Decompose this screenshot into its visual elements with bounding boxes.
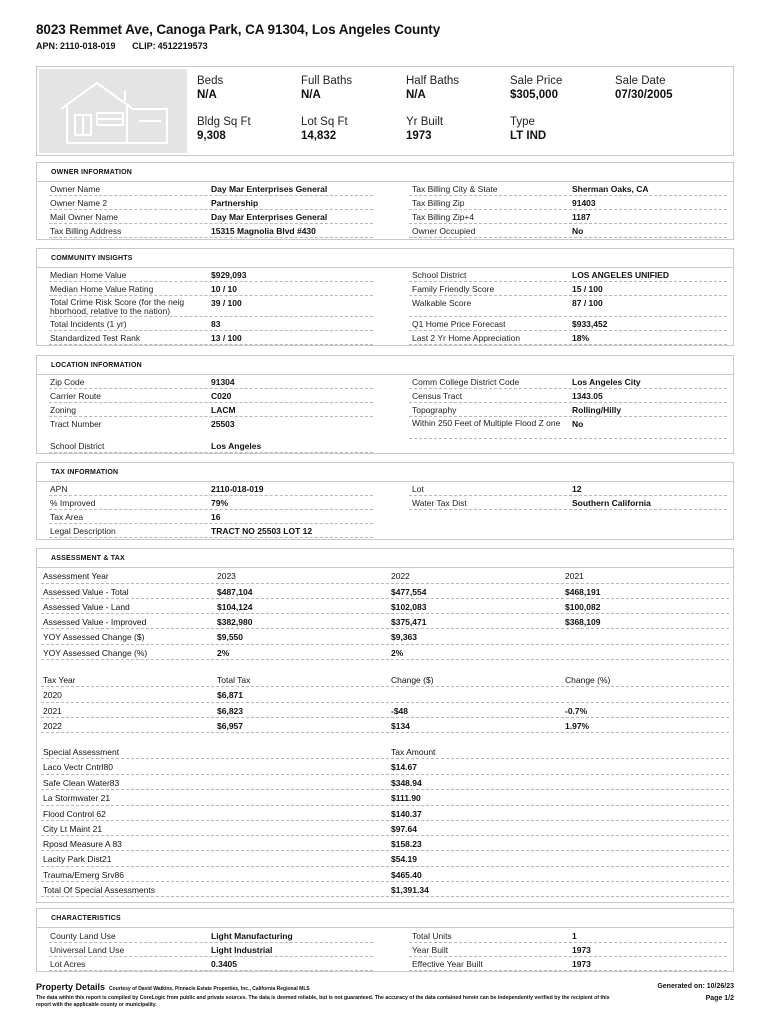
special-assessment-amount: $54.19 [391,854,417,864]
family-friendly-score-label: Family Friendly Score [412,284,495,294]
clip-value: 4512219573 [157,41,208,51]
location-school-district-label: School District [50,441,105,451]
special-assessment-name: Rposd Measure A 83 [43,839,122,849]
generated-date: Generated on: 10/26/23 [657,983,734,990]
identifiers-line [36,41,222,51]
q1-home-price-forecast-label: Q1 Home Price Forecast [412,319,506,329]
sale-date-cell [615,74,673,102]
water-tax-dist-value: Southern California [572,498,651,508]
assessed-total-label: Assessed Value - Total [43,587,129,597]
owner-occupied-label: Owner Occupied [412,226,476,236]
divider [41,613,729,614]
lot-acres-value: 0.3405 [211,959,237,969]
divider [409,316,727,317]
assessment-year-2023: 2023 [217,571,236,581]
tax-billing-address-label: Tax Billing Address [50,226,122,236]
effective-year-built-value: 1973 [572,959,591,969]
divider [41,881,729,882]
tax-billing-zip4-label: Tax Billing Zip+4 [412,212,475,222]
divider [41,702,729,703]
zip-code-value: 91304 [211,377,235,387]
tax-year-header-label: Tax Year [43,675,76,685]
special-assessment-amount: $348.94 [391,778,422,788]
census-tract-value: 1343.05 [572,391,603,401]
total-tax-header: Total Tax [217,675,251,685]
total-tax-2021: $6,823 [217,706,243,716]
assessment-year-2021: 2021 [565,571,584,581]
yr-built-cell [406,115,443,143]
owner-name-value: Day Mar Enterprises General [211,184,328,194]
comm-college-district-label: Comm College District Code [412,377,520,387]
divider [49,195,373,196]
type-cell [510,115,546,143]
tax-year-2022: 2022 [43,721,62,731]
sale-date-value: 07/30/2005 [615,89,673,101]
carrier-route-value: C020 [211,391,232,401]
family-friendly-score-value: 15 / 100 [572,284,603,294]
tax-apn-label: APN [50,484,68,494]
divider [49,495,373,496]
sale-price-value: $305,000 [510,89,558,101]
divider [49,523,373,524]
yoy-change-percent-2023: 2% [217,648,230,658]
clip-label: CLIP: [132,41,156,51]
assessment-year-header-label: Assessment Year [43,571,109,581]
divider [409,237,727,238]
assessed-land-2022: $102,083 [391,602,427,612]
legal-description-label: Legal Description [50,526,116,536]
divider [409,195,727,196]
median-home-value-rating-label: Median Home Value Rating [50,284,154,294]
beds-cell [197,74,223,102]
assessed-land-2023: $104,124 [217,602,253,612]
bldg-sqft-value: 9,308 [197,130,226,142]
special-assessment-amount: $14.67 [391,762,417,772]
tax-year-2021: 2021 [43,706,62,716]
divider [409,416,727,417]
percent-improved-label: % Improved [50,498,96,508]
location-information-heading: LOCATION INFORMATION [37,356,733,375]
effective-year-built-label: Effective Year Built [412,959,483,969]
median-home-value-value: $929,093 [211,270,247,280]
divider [41,789,729,790]
assessed-total-2023: $487,104 [217,587,253,597]
special-assessments-total-value: $1,391.34 [391,885,429,895]
change-dollar-header: Change ($) [391,675,434,685]
divider [41,896,729,897]
universal-land-use-value: Light Industrial [211,945,273,955]
assessed-land-label: Assessed Value - Land [43,602,130,612]
special-assessment-name: Laco Vectr Cntrl80 [43,762,113,772]
tax-billing-zip4-value: 1187 [572,212,591,222]
divider [49,344,373,345]
divider [409,223,727,224]
divider [409,956,727,957]
divider [49,388,373,389]
divider [49,209,373,210]
total-incidents-label: Total Incidents (1 yr) [50,319,127,329]
crime-risk-score-label: Total Crime Risk Score (for the neig hborhood, relative to the nation) [50,298,185,316]
sale-date-label: Sale Date [615,75,666,87]
apn-label: APN: [36,41,58,51]
yoy-change-percent-label: YOY Assessed Change (%) [43,648,148,658]
county-land-use-value: Light Manufacturing [211,931,293,941]
owner-name-2-value: Partnership [211,198,259,208]
divider [409,509,727,510]
sale-price-label: Sale Price [510,75,563,87]
special-assessment-name: Safe Clean Water83 [43,778,120,788]
sale-price-cell [510,74,562,102]
q1-home-price-forecast-value: $933,452 [572,319,608,329]
change-percent-header: Change (%) [565,675,611,685]
divider [409,330,727,331]
walkable-score-value: 87 / 100 [572,298,603,308]
special-assessment-amount: $97.64 [391,824,417,834]
divider [409,970,727,971]
special-assessment-name: Trauma/Emerg Srv86 [43,870,124,880]
divider [49,330,373,331]
owner-information-section [36,162,734,240]
total-tax-2020: $6,871 [217,690,243,700]
divider [41,598,729,599]
mail-owner-name-value: Day Mar Enterprises General [211,212,328,222]
divider [41,835,729,836]
tract-number-value: 25503 [211,419,235,429]
tax-apn-value: 2110-018-019 [211,484,264,494]
mail-owner-name-label: Mail Owner Name [50,212,119,222]
special-assessment-name: City Lt Maint 21 [43,824,103,834]
topography-label: Topography [412,405,457,415]
bldg-sqft-label: Bldg Sq Ft [197,116,251,128]
tax-billing-city-value: Sherman Oaks, CA [572,184,649,194]
year-built-label: Year Built [412,945,449,955]
full-baths-label: Full Baths [301,75,353,87]
zip-code-label: Zip Code [50,377,85,387]
census-tract-label: Census Tract [412,391,463,401]
characteristics-heading: CHARACTERISTICS [37,909,733,928]
divider [41,659,729,660]
divider [409,402,727,403]
divider [49,537,373,538]
divider [409,388,727,389]
divider [409,209,727,210]
assessed-improved-2021: $368,109 [565,617,601,627]
beds-value: N/A [197,89,217,101]
home-appreciation-value: 18% [572,333,590,343]
footer-title-text: Property Details [36,982,106,992]
divider [41,686,729,687]
tax-information-heading: TAX INFORMATION [37,463,733,482]
divider [41,644,729,645]
apn-value: 2110-018-019 [60,41,116,51]
divider [49,942,373,943]
assessment-year-2022: 2022 [391,571,410,581]
footer-courtesy: Courtesy of David Watkins, Pinnacle Estate Properties, Inc., California Regional MLS [109,986,310,992]
divider [409,495,727,496]
standardized-test-rank-value: 13 / 100 [211,333,242,343]
tax-billing-address-value: 15315 Magnolia Blvd #430 [211,226,316,236]
divider [409,295,727,296]
assessed-total-2021: $468,191 [565,587,601,597]
property-summary [36,66,734,156]
community-insights-heading: COMMUNITY INSIGHTS [37,249,733,268]
bldg-sqft-cell [197,115,251,143]
divider [41,583,729,584]
median-home-value-rating-value: 10 / 10 [211,284,237,294]
characteristics-section [36,908,734,972]
yoy-change-dollar-2022: $9,363 [391,632,417,642]
special-assessment-amount: $465.40 [391,870,422,880]
universal-land-use-label: Universal Land Use [50,945,125,955]
half-baths-cell [406,74,459,102]
tax-year-2020: 2020 [43,690,62,700]
beds-label: Beds [197,75,224,87]
divider [41,866,729,867]
divider [41,774,729,775]
school-district-label: School District [412,270,467,280]
assessment-tax-heading: ASSESSMENT & TAX [37,549,733,568]
special-assessment-amount: $111.90 [391,793,421,803]
carrier-route-label: Carrier Route [50,391,102,401]
change-percent-2022: 1.97% [565,721,590,731]
page-title: 8023 Remmet Ave, Canoga Park, CA 91304, Los Angeles County [36,22,441,37]
community-insights-section [36,248,734,346]
divider [41,805,729,806]
divider [41,717,729,718]
walkable-score-label: Walkable Score [412,298,472,308]
home-appreciation-label: Last 2 Yr Home Appreciation [412,333,521,343]
total-units-label: Total Units [412,931,452,941]
water-tax-dist-label: Water Tax Dist [412,498,467,508]
tax-area-value: 16 [211,512,221,522]
location-school-district-value: Los Angeles [211,441,262,451]
tax-amount-header: Tax Amount [391,747,436,757]
owner-occupied-value: No [572,226,584,236]
divider [49,223,373,224]
owner-name-2-label: Owner Name 2 [50,198,108,208]
assessed-improved-2023: $382,980 [217,617,253,627]
type-label: Type [510,116,535,128]
half-baths-value: N/A [406,89,426,101]
divider [49,452,373,453]
yr-built-value: 1973 [406,130,432,142]
yoy-change-percent-2022: 2% [391,648,404,658]
footer-disclaimer: The data within this report is compiled by CoreLogic from public and private sources. The data is deemed reliable, but is not guaranteed. The accuracy of the data contained herein can be independently verified by the recipient of this report with the applicable county or municipality. [36,995,610,1008]
owner-information-heading: OWNER INFORMATION [37,163,733,182]
divider [49,237,373,238]
house-placeholder-icon-graphic [39,69,187,153]
assessed-total-2022: $477,554 [391,587,427,597]
change-percent-2021: -0.7% [565,706,588,716]
divider [49,316,373,317]
assessed-land-2021: $100,082 [565,602,601,612]
assessed-improved-2022: $375,471 [391,617,427,627]
divider [41,850,729,851]
special-assessment-name: Flood Control 62 [43,809,106,819]
yoy-change-dollar-label: YOY Assessed Change ($) [43,632,145,642]
divider [49,402,373,403]
divider [41,758,729,759]
comm-college-district-value: Los Angeles City [572,377,641,387]
divider [49,295,373,296]
special-assessment-amount: $158.23 [391,839,422,849]
special-assessment-amount: $140.37 [391,809,422,819]
yoy-change-dollar-2023: $9,550 [217,632,243,642]
median-home-value-label: Median Home Value [50,270,127,280]
flood-zone-label: Within 250 Feet of Multiple Flood Z one [412,419,561,428]
zoning-label: Zoning [50,405,76,415]
owner-name-label: Owner Name [50,184,101,194]
yr-built-label: Yr Built [406,116,444,128]
flood-zone-value: No [572,419,584,429]
lot-value: 12 [572,484,582,494]
year-built-value: 1973 [572,945,591,955]
special-assessments-total-label: Total Of Special Assessments [43,885,155,895]
divider [409,438,727,439]
divider [49,416,373,417]
lot-sqft-label: Lot Sq Ft [301,116,348,128]
assessed-improved-label: Assessed Value - Improved [43,617,147,627]
change-dollar-2022: $134 [391,721,410,731]
divider [409,281,727,282]
tax-billing-city-label: Tax Billing City & State [412,184,498,194]
divider [49,956,373,957]
divider [49,970,373,971]
tax-billing-zip-value: 91403 [572,198,596,208]
location-information-section [36,355,734,454]
zoning-value: LACM [211,405,236,415]
special-assessment-header: Special Assessment [43,747,120,757]
half-baths-label: Half Baths [406,75,460,87]
legal-description-value: TRACT NO 25503 LOT 12 [211,526,313,536]
tax-billing-zip-label: Tax Billing Zip [412,198,465,208]
special-assessment-name: La Stormwater 21 [43,793,111,803]
footer-title [36,982,310,992]
divider [409,344,727,345]
lot-sqft-value: 14,832 [301,130,337,142]
change-dollar-2021: -$48 [391,706,409,716]
lot-sqft-cell [301,115,348,143]
divider [41,820,729,821]
divider [409,942,727,943]
county-land-use-label: County Land Use [50,931,116,941]
school-district-value: LOS ANGELES UNIFIED [572,270,669,280]
tract-number-label: Tract Number [50,419,102,429]
full-baths-value: N/A [301,89,321,101]
total-tax-2022: $6,957 [217,721,243,731]
divider [49,281,373,282]
tax-area-label: Tax Area [50,512,84,522]
total-incidents-value: 83 [211,319,221,329]
type-value: LT IND [510,130,547,142]
page-number: Page 1/2 [705,995,734,1002]
standardized-test-rank-label: Standardized Test Rank [50,333,141,343]
full-baths-cell [301,74,352,102]
divider [49,509,373,510]
crime-risk-score-value: 39 / 100 [211,298,242,308]
house-placeholder-icon [39,69,187,153]
percent-improved-value: 79% [211,498,229,508]
divider [41,628,729,629]
topography-value: Rolling/Hilly [572,405,622,415]
total-units-value: 1 [572,931,577,941]
assessment-tax-section [36,548,734,903]
tax-information-section [36,462,734,540]
lot-label: Lot [412,484,424,494]
lot-acres-label: Lot Acres [50,959,86,969]
special-assessment-name: Lacity Park Dist21 [43,854,112,864]
divider [41,732,729,733]
